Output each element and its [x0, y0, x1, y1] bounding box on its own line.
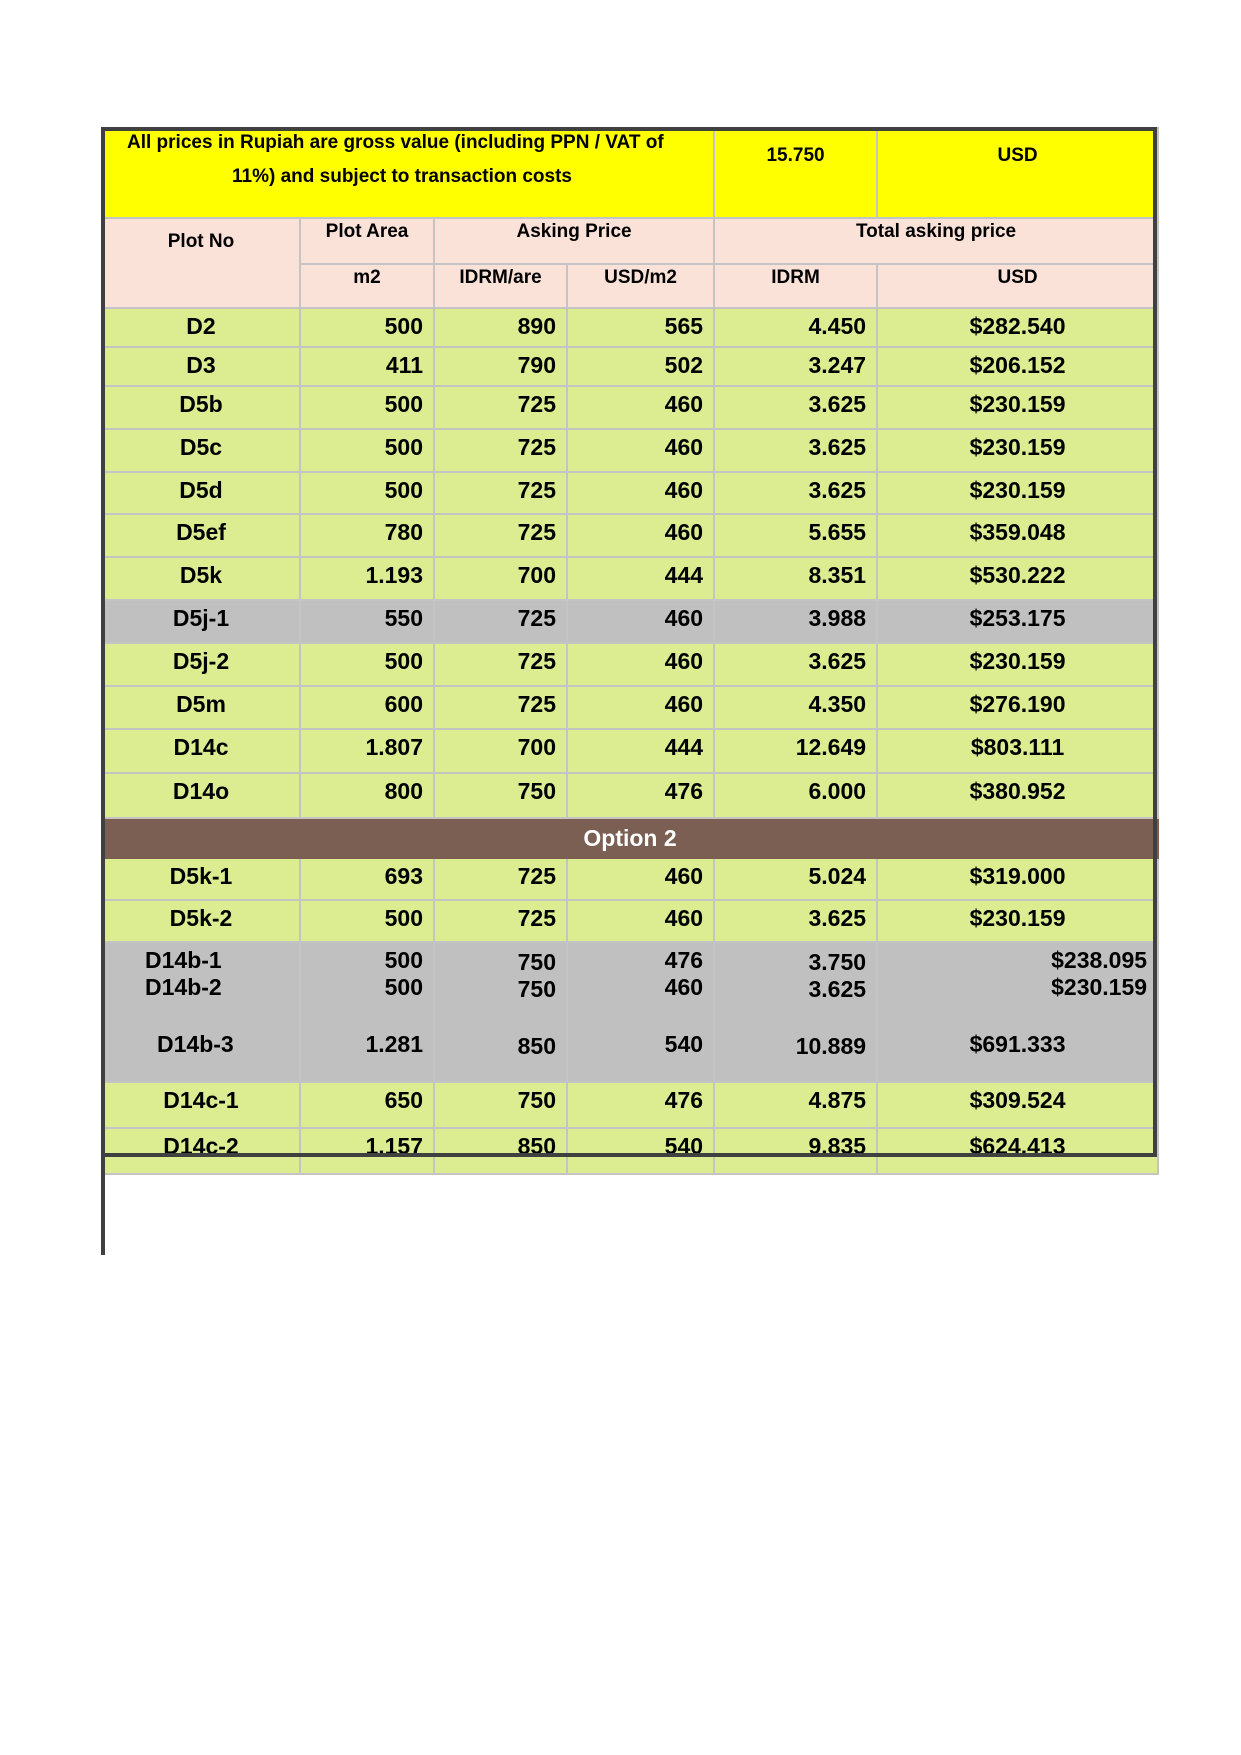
- table-row: [102, 1082, 1158, 1128]
- plot-no-cell: D5k-1: [102, 858, 300, 900]
- price-table: [101, 127, 1159, 1175]
- total-idrm-cell: 4.450: [714, 308, 877, 347]
- total-idrm-cell: 5.024: [714, 858, 877, 900]
- plot-area-cell: 800: [300, 773, 434, 818]
- sub-plot-value: 460: [664, 974, 704, 1000]
- sub-plot-value: 750: [517, 949, 556, 975]
- total-idrm-cell: 8.351: [714, 557, 877, 600]
- header-usd-m2: USD/m2: [567, 264, 714, 308]
- idrm-per-are-cell: 725: [434, 472, 567, 514]
- plot-area-cell: 550: [300, 600, 434, 643]
- total-idrm-cell: 4.875: [714, 1082, 877, 1128]
- total-idrm-cell: 5.655: [714, 514, 877, 557]
- usd-per-m2-cell: 460: [567, 900, 714, 942]
- table-row: [102, 472, 1158, 514]
- total-usd-cell: [877, 942, 1158, 1082]
- total-idrm-cell: 3.625: [714, 386, 877, 429]
- header-idrm: IDRM: [714, 264, 877, 308]
- plot-area-cell: 411: [300, 347, 434, 386]
- table-row: [102, 729, 1158, 773]
- plot-area-cell: 500: [300, 429, 434, 472]
- total-usd-cell: $230.159: [877, 429, 1158, 472]
- usd-per-m2-cell: [567, 942, 714, 1082]
- header-idrm-are: IDRM/are: [434, 264, 567, 308]
- header-usd: USD: [877, 264, 1158, 308]
- currency-label: USD: [877, 128, 1158, 218]
- idrm-per-are-cell: 750: [434, 1082, 567, 1128]
- table-row: [102, 773, 1158, 818]
- plot-no-cell: D5j-1: [102, 600, 300, 643]
- table-border-left-extension: [101, 1153, 105, 1255]
- plot-no-cell: D14o: [102, 773, 300, 818]
- plot-area-cell: 1.807: [300, 729, 434, 773]
- table-row: [102, 308, 1158, 347]
- total-usd-cell: $253.175: [877, 600, 1158, 643]
- total-usd-cell: $624.413: [877, 1128, 1158, 1174]
- sub-plot-value: 476: [664, 947, 704, 973]
- price-list-sheet: [101, 127, 1157, 1175]
- usd-per-m2-cell: 460: [567, 514, 714, 557]
- plot-no-cell: D14c-2: [102, 1128, 300, 1174]
- table-row: [102, 600, 1158, 643]
- plot-area-cell: 500: [300, 308, 434, 347]
- plot-no-cell: D5j-2: [102, 643, 300, 686]
- price-notice: [102, 128, 714, 218]
- total-idrm-cell: 3.625: [714, 643, 877, 686]
- total-usd-cell: $282.540: [877, 308, 1158, 347]
- usd-per-m2-cell: 460: [567, 686, 714, 729]
- header-row-1: [102, 218, 1158, 264]
- table-row-d14b-group: [102, 942, 1158, 1082]
- total-idrm-cell: [714, 942, 877, 1082]
- table-row: [102, 386, 1158, 429]
- idrm-per-are-cell: 725: [434, 858, 567, 900]
- idrm-per-are-cell: 725: [434, 429, 567, 472]
- total-usd-cell: $803.111: [877, 729, 1158, 773]
- total-idrm-cell: 3.625: [714, 900, 877, 942]
- total-usd-cell: $530.222: [877, 557, 1158, 600]
- plot-area-cell: [300, 942, 434, 1082]
- total-idrm-cell: 3.625: [714, 472, 877, 514]
- idrm-per-are-cell: 725: [434, 514, 567, 557]
- combined-plot-value: $691.333: [969, 1031, 1066, 1057]
- total-idrm-cell: 12.649: [714, 729, 877, 773]
- combined-plot-value: 850: [517, 1033, 556, 1059]
- idrm-per-are-cell: 725: [434, 686, 567, 729]
- total-usd-cell: $206.152: [877, 347, 1158, 386]
- table-row: [102, 643, 1158, 686]
- total-usd-cell: $230.159: [877, 643, 1158, 686]
- sub-plot-value: 500: [384, 947, 423, 973]
- sub-plot-value: $238.095: [1051, 947, 1148, 973]
- table-row: [102, 900, 1158, 942]
- usd-per-m2-cell: 444: [567, 729, 714, 773]
- total-usd-cell: $380.952: [877, 773, 1158, 818]
- idrm-per-are-cell: 700: [434, 557, 567, 600]
- usd-per-m2-cell: 460: [567, 643, 714, 686]
- total-usd-cell: $276.190: [877, 686, 1158, 729]
- sub-plot-value: 500: [384, 974, 423, 1000]
- table-row: [102, 858, 1158, 900]
- total-usd-cell: $309.524: [877, 1082, 1158, 1128]
- usd-per-m2-cell: 502: [567, 347, 714, 386]
- total-usd-cell: $230.159: [877, 386, 1158, 429]
- plot-no-cell: D2: [102, 308, 300, 347]
- plot-area-cell: 650: [300, 1082, 434, 1128]
- combined-plot-value: 540: [664, 1031, 704, 1057]
- plot-area-cell: 600: [300, 686, 434, 729]
- plot-no-cell: D5c: [102, 429, 300, 472]
- idrm-per-are-cell: 725: [434, 900, 567, 942]
- table-row: [102, 347, 1158, 386]
- idrm-per-are-cell: 725: [434, 643, 567, 686]
- idrm-per-are-cell: 725: [434, 386, 567, 429]
- usd-per-m2-cell: 476: [567, 1082, 714, 1128]
- idrm-per-are-cell: 725: [434, 600, 567, 643]
- usd-per-m2-cell: 460: [567, 858, 714, 900]
- plot-area-cell: 500: [300, 643, 434, 686]
- idrm-per-are-cell: 850: [434, 1128, 567, 1174]
- notice-line-2: 11%) and subject to transaction costs: [232, 166, 572, 187]
- plot-no-cell: D5m: [102, 686, 300, 729]
- plot-no-cell: D14c-1: [102, 1082, 300, 1128]
- table-row: [102, 1128, 1158, 1174]
- plot-area-cell: 1.193: [300, 557, 434, 600]
- combined-plot-value: D14b-3: [157, 1031, 234, 1057]
- sub-plot-value: 3.750: [808, 949, 867, 975]
- header-total-asking-price: Total asking price: [714, 218, 1158, 264]
- usd-per-m2-cell: 565: [567, 308, 714, 347]
- total-usd-cell: $230.159: [877, 900, 1158, 942]
- table-row: [102, 686, 1158, 729]
- usd-per-m2-cell: 460: [567, 429, 714, 472]
- usd-per-m2-cell: 460: [567, 386, 714, 429]
- idrm-per-are-cell: 790: [434, 347, 567, 386]
- usd-per-m2-cell: 476: [567, 773, 714, 818]
- idrm-per-are-cell: 890: [434, 308, 567, 347]
- idrm-per-are-cell: 700: [434, 729, 567, 773]
- option-2-section-header: [102, 818, 1158, 858]
- usd-per-m2-cell: 540: [567, 1128, 714, 1174]
- plot-area-cell: 1.157: [300, 1128, 434, 1174]
- plot-no-cell: D5d: [102, 472, 300, 514]
- total-idrm-cell: 3.625: [714, 429, 877, 472]
- usd-per-m2-cell: 460: [567, 472, 714, 514]
- table-row: [102, 557, 1158, 600]
- table-row: [102, 514, 1158, 557]
- plot-no-cell: D5k-2: [102, 900, 300, 942]
- combined-plot-value: 10.889: [795, 1033, 867, 1059]
- plot-no-cell: D5b: [102, 386, 300, 429]
- plot-area-cell: 500: [300, 900, 434, 942]
- total-usd-cell: $230.159: [877, 472, 1158, 514]
- total-idrm-cell: 9.835: [714, 1128, 877, 1174]
- plot-no-cell: D14c: [102, 729, 300, 773]
- sub-plot-value: D14b-1: [145, 947, 222, 973]
- usd-per-m2-cell: 460: [567, 600, 714, 643]
- sub-plot-value: 3.625: [808, 976, 867, 1002]
- plot-area-cell: 500: [300, 472, 434, 514]
- header-plot-area: Plot Area: [300, 218, 434, 264]
- notice-line-1: All prices in Rupiah are gross value (including PPN / VAT of: [127, 132, 664, 153]
- plot-area-cell: 500: [300, 386, 434, 429]
- header-asking-price: Asking Price: [434, 218, 714, 264]
- total-usd-cell: $359.048: [877, 514, 1158, 557]
- total-idrm-cell: 4.350: [714, 686, 877, 729]
- sub-plot-value: D14b-2: [145, 974, 222, 1000]
- option-2-label: Option 2: [102, 818, 1158, 858]
- plot-no-cell: [102, 942, 300, 1082]
- notice-row: [102, 128, 1158, 218]
- idrm-per-are-cell: [434, 942, 567, 1082]
- plot-area-cell: 693: [300, 858, 434, 900]
- total-usd-cell: $319.000: [877, 858, 1158, 900]
- usd-per-m2-cell: 444: [567, 557, 714, 600]
- plot-no-cell: D5ef: [102, 514, 300, 557]
- plot-area-cell: 780: [300, 514, 434, 557]
- total-idrm-cell: 6.000: [714, 773, 877, 818]
- plot-no-cell: D5k: [102, 557, 300, 600]
- idrm-per-are-cell: 750: [434, 773, 567, 818]
- sub-plot-value: $230.159: [1051, 974, 1148, 1000]
- exchange-rate: 15.750: [714, 128, 877, 218]
- header-m2: m2: [300, 264, 434, 308]
- combined-plot-value: 1.281: [365, 1031, 423, 1057]
- plot-no-cell: D3: [102, 347, 300, 386]
- total-idrm-cell: 3.247: [714, 347, 877, 386]
- total-idrm-cell: 3.988: [714, 600, 877, 643]
- header-plot-no: Plot No: [102, 218, 300, 308]
- table-row: [102, 429, 1158, 472]
- sub-plot-value: 750: [517, 976, 556, 1002]
